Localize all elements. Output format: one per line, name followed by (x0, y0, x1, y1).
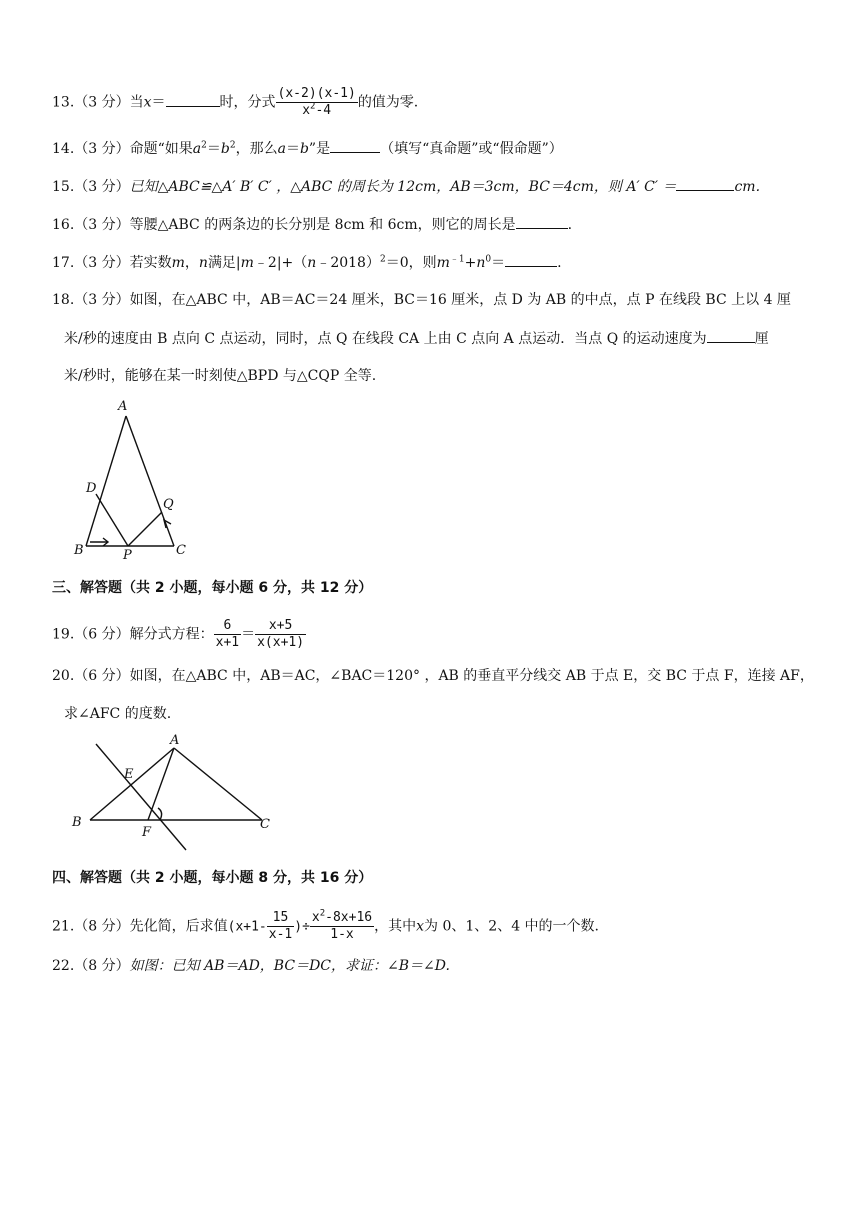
label-Q: Q (163, 497, 174, 512)
label-P: P (123, 548, 132, 562)
triangle-figure-20 (62, 732, 282, 858)
label-C: C (176, 543, 186, 558)
fraction-1: $\frac{15}{x-1}$ (268, 910, 293, 942)
question-16: 16.（3 分）等腰△ABC 的两条边的长分别是 8cm 和 6cm，则它的周长是 . (52, 214, 572, 235)
answer-blank[interactable] (505, 252, 557, 267)
label-A: A (170, 733, 180, 748)
label-B: B (72, 815, 82, 830)
fraction: $\frac{(x-2)(x-1)}{x^2-4}$ (277, 86, 356, 118)
label-D: D (86, 481, 97, 496)
fraction-rhs: $\frac{x+5}{x(x+1)}$ (257, 618, 305, 650)
label-F: F (142, 825, 152, 840)
question-22: 22.（8 分）如图：已知 AB＝AD，BC＝DC，求证：∠B＝∠D. (52, 958, 450, 974)
answer-blank[interactable] (330, 138, 380, 153)
question-13: 13.（3 分）当x＝ 时，分式 $\frac{(x-2)(x-1)}{x^2-4}$ 的值为零. (52, 86, 419, 118)
question-18-line-1: 18.（3 分）如图，在△ABC 中，AB＝AC＝24 厘米，BC＝16 厘米，点 D 为 AB 的中点，点 P 在线段 BC 上以 4 厘 (52, 292, 791, 308)
question-20-line-1: 20.（6 分）如图，在△ABC 中，AB＝AC，∠BAC＝120° ，AB 的垂直平分线交 AB 于点 E，交 BC 于点 F，连接 AF， (52, 668, 814, 684)
question-20-line-2: 求∠AFC 的度数. (64, 706, 172, 722)
fraction-2: $\frac{x^2-8x+16}{1-x}$ (311, 908, 373, 942)
answer-blank[interactable] (707, 328, 755, 343)
answer-blank[interactable] (516, 214, 568, 229)
question-21: 21.（8 分）先化简，后求值(x+1- $\frac{15}{x-1}$ )÷ $\frac{x^2-8x+16}{1-x}$ ，其中x为 0、1、2、4 中的一个数. (52, 908, 600, 942)
fraction-lhs: $\frac{6}{x+1}$ (215, 618, 240, 650)
question-17: 17.（3 分）若实数m，n满足|m﹣2|+（n﹣2018）$^2$＝0，则$m^{﹣1}+n^0=$ . (52, 252, 562, 273)
label-E: E (124, 767, 134, 782)
question-15: 15.（3 分）已知△ABC≌△A′ B′ C′ ，△ABC 的周长为 12cm，AB＝3cm，BC＝4cm，则 A′ C′ ＝ cm. (52, 176, 760, 197)
question-18-line-3: 米/秒时，能够在某一时刻使△BPD 与△CQP 全等. (64, 368, 377, 384)
question-19: 19.（6 分）解分式方程： $\frac{6}{x+1}$ ＝ $\frac{x+5}{x(x+1)}$ (52, 618, 305, 650)
question-18-line-2: 米/秒的速度由 B 点向 C 点运动，同时，点 Q 在线段 CA 上由 C 点向 A 点运动．当点 Q 的运动速度为 厘 (64, 328, 769, 349)
section-heading-3: 三、解答题（共 2 小题，每小题 6 分，共 12 分） (52, 580, 373, 596)
label-C: C (260, 817, 270, 832)
label-B: B (74, 543, 84, 558)
answer-blank[interactable] (676, 176, 734, 191)
triangle-figure-18 (60, 396, 200, 562)
label-A: A (118, 399, 128, 414)
section-heading-4: 四、解答题（共 2 小题，每小题 8 分，共 16 分） (52, 870, 373, 886)
question-14: 14.（3 分）命题“如果$a^2=b^2$，那么a＝b”是 （填写“真命题”或“假命题”） (52, 138, 563, 159)
answer-blank[interactable] (166, 92, 220, 107)
